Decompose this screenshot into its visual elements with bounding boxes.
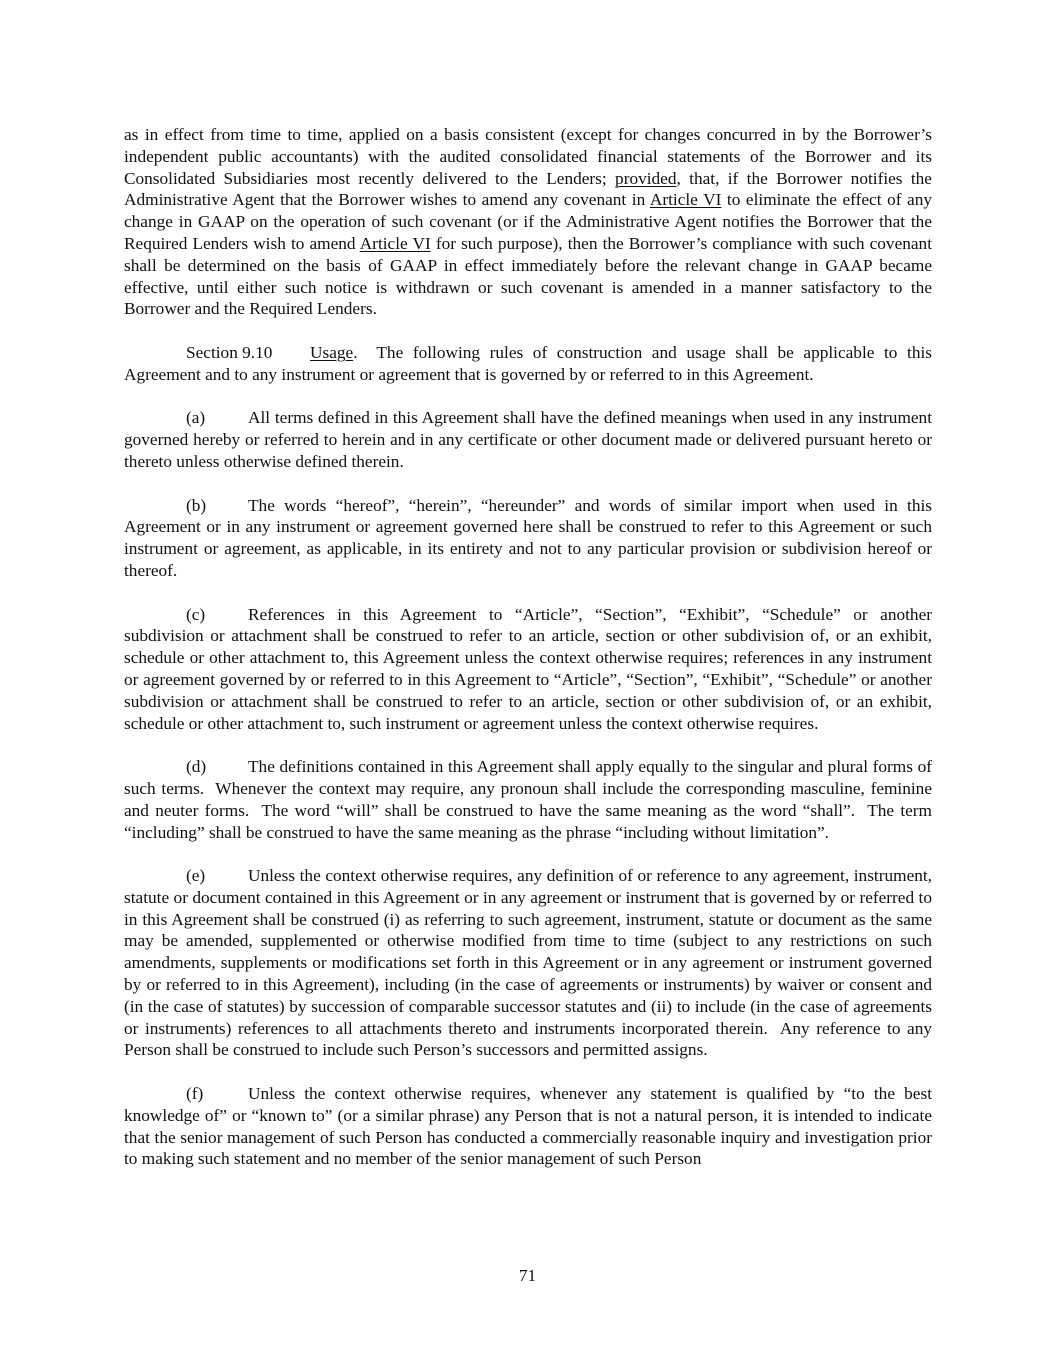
clause-text: The definitions contained in this Agreement shall apply equally to the singular and plural forms of such terms. Whenever the context may require, any pronoun shall include the corresponding masculine, feminine and neuter forms. The word “will” shall be construed to have the same meaning as the word “shall”. The term “including” shall be construed to have the same meaning as the phrase “including without limitation”. (124, 757, 937, 842)
continuation-text-1: as in effect from time to time, applied on a basis consistent (except for changes concurred in by the Borrower’s independent public accountants) with the audited consolidated financial statements of the Borrower and its Consolidated Subsidiaries most recently delivered to the Lenders; (124, 125, 932, 188)
clause-label: (a) (186, 408, 206, 428)
article-vi-reference: Article VI (359, 233, 431, 253)
clause-a (124, 407, 932, 472)
clause-label: (e) (186, 866, 206, 886)
section-text: The following rules of construction and usage shall be applicable to this Agreement and to any instrument or agreement that is governed by or referred to in this Agreement. (124, 342, 936, 384)
continuation-text-4: for such purpose), then the Borrower’s compliance with such covenant shall be determined on the basis of GAAP in effect immediately before the relevant change in GAAP became effective, until either such notice is withdrawn or such covenant is amended in a manner satisfactory to the Borrower and the Required Lenders. (124, 233, 932, 319)
continuation-text-3: to eliminate the effect of any change in GAAP on the operation of such covenant (or if the Administrative Agent notifies the Borrower that the Required Lenders wish to amend (124, 190, 932, 253)
article-vi-reference: Article VI (649, 190, 722, 210)
clause-label: (b) (186, 495, 207, 515)
clause-f (124, 1083, 932, 1170)
clause-text: Unless the context otherwise requires, whenever any statement is qualified by “to the best knowledge of” or “known to” (or a similar phrase) any Person that is not a natural person, it is intended to indicate that the senior management of such Person has conducted a commercially reasonable inquiry and investigation prior to making such statement and no member of the senior management of such Person (124, 1084, 932, 1169)
clause-text: Unless the context otherwise requires, any definition of or reference to any agreement, instrument, statute or document contained in this Agreement or in any agreement or instrument that is governed by or referred to in this Agreement shall be construed (i) as referring to such agreement, instrument, statute or document as the same may be amended, supplemented or otherwise modified from time to time (subject to any restrictions on such amendments, supplements or modifications set forth in this Agreement or in any agreement or instrument governed by or referred to in this Agreement), including (in the case of agreements or instruments) by waiver or consent and (in the case of statutes) by succession of comparable successor statutes and (ii) to include (in the case of agreements or instruments) references to all attachments thereto and instruments incorporated therein. Any reference to any Person shall be construed to include such Person’s successors and permitted assigns. (124, 866, 937, 1060)
clause-text: References in this Agreement to “Article”, “Section”, “Exhibit”, “Schedule” or another subdivision or attachment shall be construed to refer to an article, section or other subdivision of, or an exhibit, schedule or other attachment to, this Agreement unless the context otherwise requires; references in any instrument or agreement governed by or referred to in this Agreement to “Article”, “Section”, “Exhibit”, “Schedule” or another subdivision or attachment shall be construed to refer to an article, section or other subdivision of, or an exhibit, schedule or other attachment to, such instrument or agreement unless the context otherwise requires. (124, 604, 932, 733)
clause-d (124, 756, 937, 843)
section-number: Section 9.10 (186, 342, 273, 362)
continuation-text-2: , that, if the Borrower notifies the Administrative Agent that the Borrower wishes to amend any covenant in (124, 168, 932, 210)
clause-b (124, 495, 932, 582)
document-body (124, 124, 937, 1192)
clause-e (124, 865, 937, 1061)
clause-label: (c) (186, 604, 206, 624)
page-number: 71 (518, 1266, 537, 1285)
clause-label: (f) (186, 1084, 204, 1104)
clause-label: (d) (186, 757, 207, 777)
clause-text: All terms defined in this Agreement shall have the defined meanings when used in any instrument governed hereby or referred to herein and in any certificate or other document made or delivered pursuant hereto or thereto unless otherwise defined therein. (124, 408, 932, 471)
clause-text: The words “hereof”, “herein”, “hereunder” and words of similar import when used in this Agreement or in any instrument or agreement governed here shall be construed to refer to this Agreement or such instrument or agreement, as applicable, in its entirety and not to any particular provision or subdivision hereof or thereof. (124, 495, 932, 580)
section-9-10-paragraph (124, 342, 936, 386)
section-title: Usage (310, 342, 354, 362)
provided-term: provided (615, 168, 677, 188)
clause-c (124, 604, 932, 735)
section-title-punct: . (353, 342, 358, 362)
continuation-paragraph (124, 124, 932, 320)
